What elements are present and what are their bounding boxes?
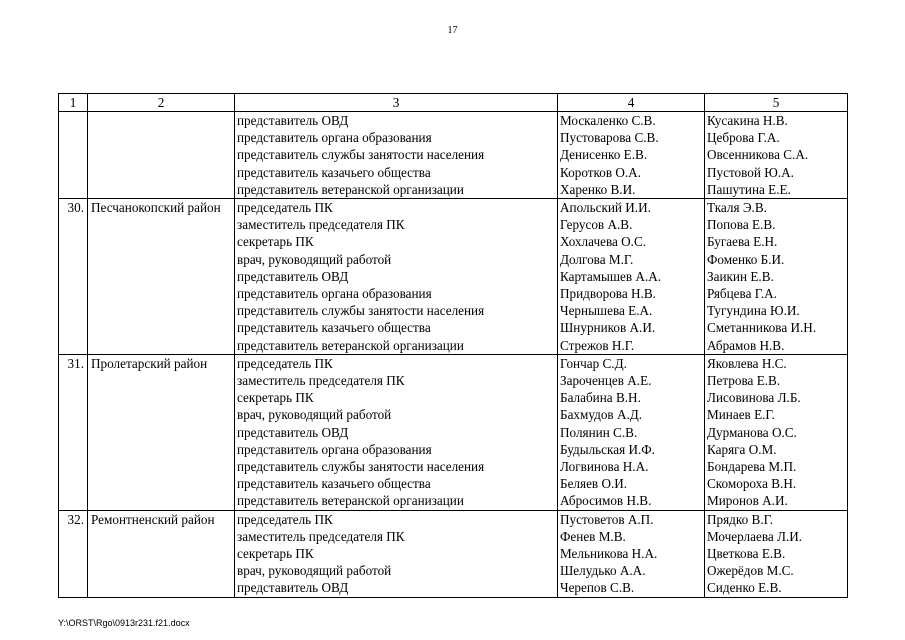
role-line: секретарь ПК — [237, 234, 314, 250]
deputy-name: Яковлева Н.С. — [707, 355, 787, 371]
deputy-name: Цеброва Г.А. — [707, 130, 780, 146]
header-col-5: 5 — [705, 94, 848, 112]
member-name: Гончар С.Д. — [560, 355, 627, 371]
role-line: представитель ОВД — [237, 424, 349, 440]
role-line: заместитель председателя ПК — [237, 217, 405, 233]
deputy-name: Дурманова О.С. — [707, 424, 797, 440]
deputy-name: Заикин Е.В. — [707, 268, 774, 284]
deputy-name: Сиденко Е.В. — [707, 580, 782, 596]
deputy-name: Фоменко Б.И. — [707, 251, 785, 267]
role-line: представитель службы занятости населения — [237, 303, 485, 319]
deputy-name: Абрамов Н.В. — [707, 337, 785, 353]
role-line: представитель казачьего общества — [237, 476, 431, 492]
member-cell — [558, 112, 705, 199]
role-line: представитель службы занятости населения — [237, 459, 485, 475]
role-line: представитель казачьего общества — [237, 164, 431, 180]
role-line: врач, руководящий работой — [237, 407, 392, 423]
member-name: Фенев М.В. — [560, 528, 626, 544]
district-name: Пролетарский район — [88, 354, 235, 510]
deputy-name: Сметанникова И.Н. — [707, 320, 817, 336]
member-cell — [558, 199, 705, 355]
role-line: председатель ПК — [237, 200, 333, 216]
deputy-name: Миронов А.И. — [707, 493, 788, 509]
deputy-name: Овсенникова С.А. — [707, 147, 809, 163]
deputy-name: Петрова Е.В. — [707, 373, 781, 389]
role-line: представитель службы занятости населения — [237, 147, 485, 163]
deputy-cell — [705, 510, 848, 597]
role-cell — [235, 510, 558, 597]
role-line: представитель ОВД — [237, 580, 349, 596]
member-name: Коротков О.А. — [560, 164, 642, 180]
header-col-4: 4 — [558, 94, 705, 112]
header-col-1: 1 — [59, 94, 88, 112]
role-line: председатель ПК — [237, 511, 333, 527]
role-line: представитель ветеранской организации — [237, 337, 464, 353]
deputy-name: Рябцева Г.А. — [707, 286, 777, 302]
member-name: Балабина В.Н. — [560, 390, 641, 406]
role-line: секретарь ПК — [237, 390, 314, 406]
member-name: Пустоветов А.П. — [560, 511, 654, 527]
member-name: Апольский И.И. — [560, 200, 651, 216]
member-name: Мельникова Н.А. — [560, 546, 658, 562]
deputy-name: Ожерёдов М.С. — [707, 563, 794, 579]
member-name: Харенко В.И. — [560, 181, 636, 197]
member-name: Будыльская И.Ф. — [560, 441, 655, 457]
member-name: Беляев О.И. — [560, 476, 628, 492]
member-name: Герусов А.В. — [560, 217, 633, 233]
role-line: представитель ветеранской организации — [237, 181, 464, 197]
footer-file-path: Y:\ORST\Rgo\0913r231.f21.docx — [58, 618, 190, 628]
row-number: 31. — [59, 354, 88, 510]
deputy-name: Кусакина Н.В. — [707, 113, 788, 128]
deputy-name: Бугаева Е.Н. — [707, 234, 778, 250]
table-row — [59, 199, 848, 355]
member-name: Черепов С.В. — [560, 580, 635, 596]
table-header-row — [59, 94, 848, 112]
district-name — [88, 112, 235, 199]
deputy-cell — [705, 112, 848, 199]
table-row — [59, 112, 848, 199]
role-line: представитель казачьего общества — [237, 320, 431, 336]
header-col-3: 3 — [235, 94, 558, 112]
role-line: секретарь ПК — [237, 546, 314, 562]
row-number: 30. — [59, 199, 88, 355]
role-line: врач, руководящий работой — [237, 251, 392, 267]
row-number: 32. — [59, 510, 88, 597]
role-line: представитель органа образования — [237, 130, 432, 146]
district-name: Ремонтненский район — [88, 510, 235, 597]
member-name: Пустоварова С.В. — [560, 130, 659, 146]
member-name: Абросимов Н.В. — [560, 493, 652, 509]
table-row — [59, 354, 848, 510]
member-name: Придворова Н.В. — [560, 286, 656, 302]
deputy-name: Тугундина Ю.И. — [707, 303, 800, 319]
role-line: врач, руководящий работой — [237, 563, 392, 579]
member-cell — [558, 510, 705, 597]
header-col-2: 2 — [88, 94, 235, 112]
member-name: Чернышева Е.А. — [560, 303, 653, 319]
member-cell — [558, 354, 705, 510]
deputy-name: Пустовой Ю.А. — [707, 164, 794, 180]
deputy-name: Минаев Е.Г. — [707, 407, 775, 423]
deputy-cell — [705, 354, 848, 510]
member-name: Зароченцев А.Е. — [560, 373, 652, 389]
deputy-name: Мочерлаева Л.И. — [707, 528, 803, 544]
role-line: председатель ПК — [237, 355, 333, 371]
role-cell — [235, 354, 558, 510]
member-name: Логвинова Н.А. — [560, 459, 649, 475]
table-body — [59, 112, 848, 598]
member-name: Стрежов Н.Г. — [560, 337, 635, 353]
member-name: Денисенко Е.В. — [560, 147, 648, 163]
role-line: представитель ветеранской организации — [237, 493, 464, 509]
role-line: заместитель председателя ПК — [237, 373, 405, 389]
table-row — [59, 510, 848, 597]
role-line: представитель органа образования — [237, 441, 432, 457]
role-line: заместитель председателя ПК — [237, 528, 405, 544]
deputy-name: Прядко В.Г. — [707, 511, 774, 527]
district-name: Песчанокопский район — [88, 199, 235, 355]
member-name: Хохлачева О.С. — [560, 234, 647, 250]
deputy-name: Скомороха В.Н. — [707, 476, 797, 492]
deputy-cell — [705, 199, 848, 355]
member-name: Долгова М.Г. — [560, 251, 634, 267]
role-cell — [235, 199, 558, 355]
role-line: представитель ОВД — [237, 113, 349, 128]
deputy-name: Пашутина Е.Е. — [707, 181, 791, 197]
member-name: Бахмудов А.Д. — [560, 407, 643, 423]
member-name: Шелудько А.А. — [560, 563, 646, 579]
row-number — [59, 112, 88, 199]
member-name: Полянин С.В. — [560, 424, 638, 440]
deputy-name: Бондарева М.П. — [707, 459, 797, 475]
deputy-name: Цветкова Е.В. — [707, 546, 786, 562]
deputy-name: Ткаля Э.В. — [707, 200, 767, 216]
deputy-name: Каряга О.М. — [707, 441, 777, 457]
deputy-name: Попова Е.В. — [707, 217, 776, 233]
role-line: представитель ОВД — [237, 268, 349, 284]
page-number: 17 — [447, 25, 458, 36]
deputy-name: Лисовинова Л.Б. — [707, 390, 801, 406]
role-cell — [235, 112, 558, 199]
member-name: Картамышев А.А. — [560, 268, 662, 284]
commission-table — [58, 93, 848, 598]
member-name: Москаленко С.В. — [560, 113, 656, 128]
role-line: представитель органа образования — [237, 286, 432, 302]
member-name: Шнурников А.И. — [560, 320, 656, 336]
